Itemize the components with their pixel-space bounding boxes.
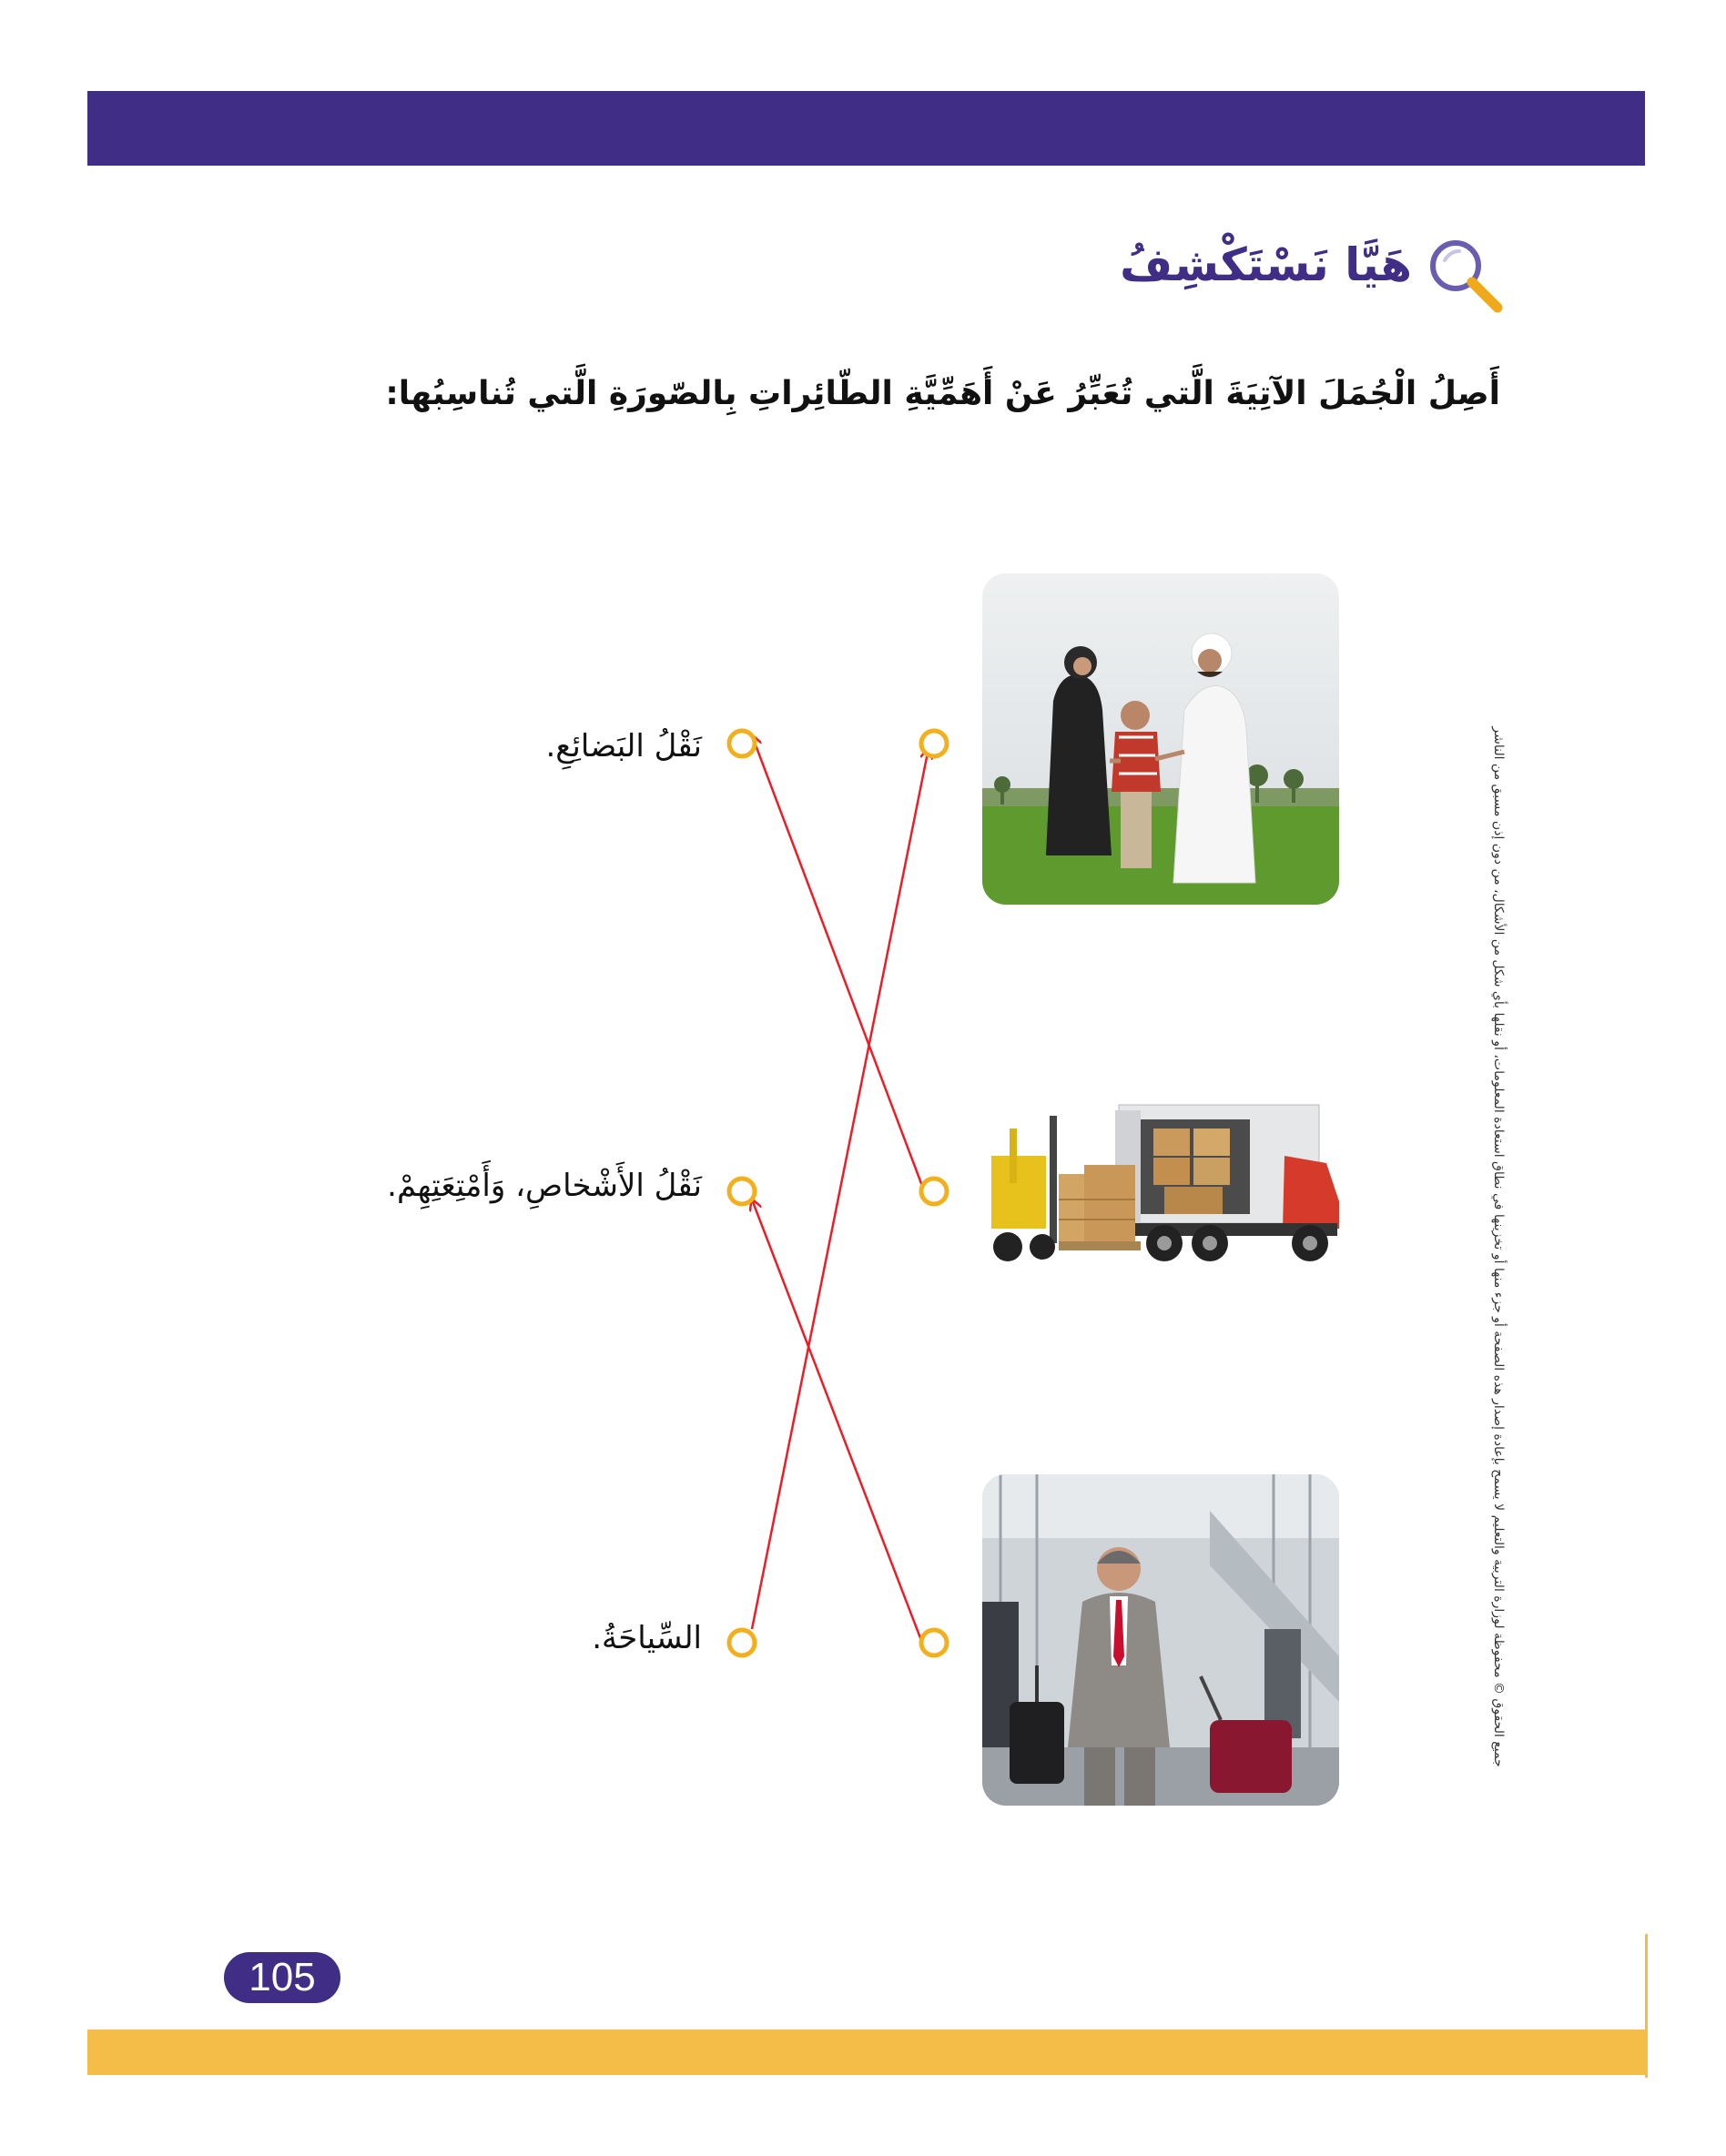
connector-line-goods <box>752 735 922 1186</box>
phrase-goods-transport: نَقْلُ البَضائِعِ. <box>545 728 702 764</box>
marker-phrase-goods <box>729 731 755 756</box>
marker-phrase-people <box>729 1179 755 1204</box>
bottom-banner <box>87 2029 1648 2075</box>
marker-image-family <box>921 731 947 756</box>
marker-image-cargo <box>921 1179 947 1204</box>
page-title: هَيَّا نَسْتَكْشِفُ <box>1120 238 1412 291</box>
copyright-notice: جميع الحقوق © محفوظة لوزارة التربية والتعليم لا يسمح بإعادة إصدار هذه الصفحة أو جزء منها أو تخزينها في نطاق استعادة المعلومات، أو نقلها بأي شكل من الأشكال، من دون إذن مسبق من الناشر <box>1491 726 1506 1767</box>
page-number: 105 <box>224 1952 340 2003</box>
marker-phrase-tourism <box>729 1630 755 1655</box>
connector-line-people <box>752 1199 922 1643</box>
phrase-tourism: السِّياحَةُ. <box>592 1620 702 1656</box>
phrase-people-transport: نَقْلُ الأَشْخاصِ، وَأَمْتِعَتِهِمْ. <box>387 1168 702 1204</box>
connector-line-tourism <box>752 748 929 1629</box>
instruction-text: أَصِلُ الْجُمَلَ الآتِيَةَ الَّتي تُعَبِّرُ عَنْ أَهَمِّيَّةِ الطّائِراتِ بِالصّورَةِ الَّتي تُناسِبُها: <box>385 375 1500 412</box>
marker-image-traveler <box>921 1630 947 1655</box>
